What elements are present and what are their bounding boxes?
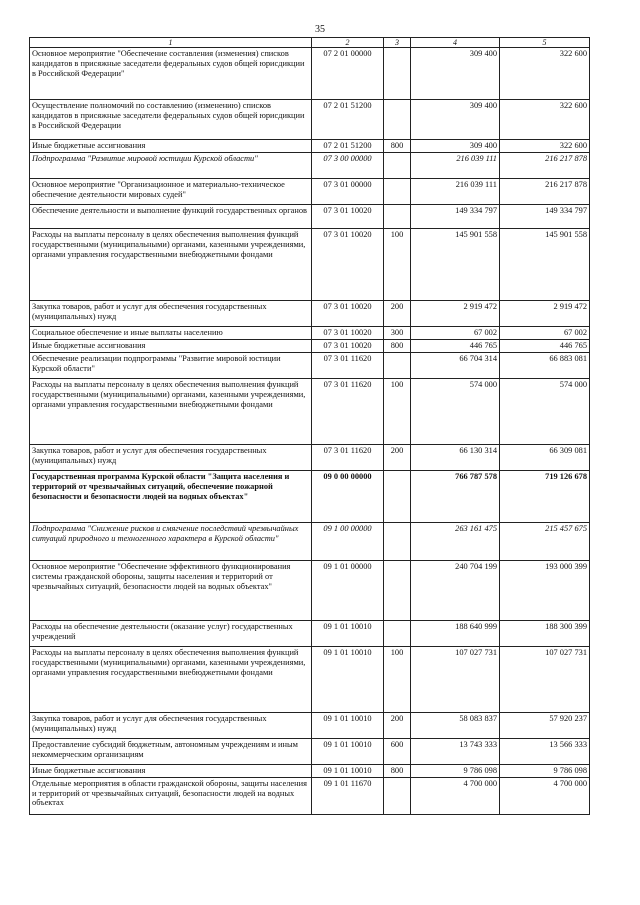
row-code-cell: 09 1 01 10010 <box>312 764 384 777</box>
row-value-2-cell: 2 919 472 <box>500 301 590 327</box>
row-value-2-cell: 322 600 <box>500 100 590 140</box>
row-value-1-cell: 66 704 314 <box>411 352 500 378</box>
row-code-cell: 07 3 01 10020 <box>312 327 384 340</box>
row-type-cell: 300 <box>384 327 411 340</box>
row-value-2-cell: 322 600 <box>500 48 590 100</box>
row-value-2-cell: 66 309 081 <box>500 444 590 470</box>
row-type-cell <box>384 153 411 179</box>
row-type-cell <box>384 470 411 522</box>
table-row <box>30 620 590 646</box>
row-type-cell: 100 <box>384 229 411 301</box>
row-value-1-cell: 188 640 999 <box>411 620 500 646</box>
column-header: 3 <box>384 38 411 48</box>
row-name-cell: Подпрограмма "Развитие мировой юстиции Курской области" <box>30 153 312 179</box>
table-row <box>30 738 590 764</box>
row-name-cell: Основное мероприятие "Обеспечение эффективного функционирования системы гражданской обороны, защиты населения и территорий от чрезвычайных ситуаций, безопасности людей на водных объектах" <box>30 560 312 620</box>
row-code-cell: 07 3 01 10020 <box>312 205 384 229</box>
row-code-cell: 09 0 00 00000 <box>312 470 384 522</box>
row-value-1-cell: 216 039 111 <box>411 153 500 179</box>
row-code-cell: 07 3 00 00000 <box>312 153 384 179</box>
row-type-cell: 800 <box>384 764 411 777</box>
row-type-cell: 200 <box>384 301 411 327</box>
row-name-cell: Подпрограмма "Снижение рисков и смягчение последствий чрезвычайных ситуаций природного и техногенного характера в Курской области" <box>30 522 312 560</box>
row-value-2-cell: 67 002 <box>500 327 590 340</box>
row-type-cell <box>384 522 411 560</box>
row-name-cell: Основное мероприятие "Обеспечение составления (изменения) списков кандидатов в присяжные заседатели федеральных судов общей юрисдикции в Российской Федерации" <box>30 48 312 100</box>
row-code-cell: 09 1 01 10010 <box>312 738 384 764</box>
row-value-2-cell: 66 883 081 <box>500 352 590 378</box>
table-row <box>30 712 590 738</box>
row-code-cell: 07 2 01 51200 <box>312 140 384 153</box>
column-header: 5 <box>500 38 590 48</box>
table-row <box>30 153 590 179</box>
row-name-cell: Отдельные мероприятия в области гражданской обороны, защиты населения и территорий от чрезвычайных ситуаций, безопасности людей на водных объектах <box>30 777 312 814</box>
row-type-cell: 800 <box>384 340 411 353</box>
row-value-1-cell: 4 700 000 <box>411 777 500 814</box>
table-row <box>30 48 590 100</box>
row-name-cell: Расходы на выплаты персоналу в целях обеспечения выполнения функций государственными (муниципальными) органами, казенными учреждениями, органами управления государственными внебюджетными фондами <box>30 229 312 301</box>
row-code-cell: 09 1 01 10010 <box>312 712 384 738</box>
row-type-cell <box>384 352 411 378</box>
row-code-cell: 09 1 01 11670 <box>312 777 384 814</box>
row-value-1-cell: 149 334 797 <box>411 205 500 229</box>
row-value-2-cell: 574 000 <box>500 378 590 444</box>
table-row <box>30 560 590 620</box>
row-code-cell: 07 3 01 11620 <box>312 352 384 378</box>
row-value-1-cell: 67 002 <box>411 327 500 340</box>
table-header-row <box>30 38 590 48</box>
row-value-1-cell: 309 400 <box>411 100 500 140</box>
row-value-1-cell: 446 765 <box>411 340 500 353</box>
row-value-2-cell: 446 765 <box>500 340 590 353</box>
row-code-cell: 07 3 01 11620 <box>312 444 384 470</box>
row-name-cell: Расходы на выплаты персоналу в целях обеспечения выполнения функций государственными (муниципальными) органами, казенными учреждениями, органами управления государственными внебюджетными фондами <box>30 646 312 712</box>
table-row <box>30 378 590 444</box>
row-value-1-cell: 766 787 578 <box>411 470 500 522</box>
table-row <box>30 444 590 470</box>
table-row <box>30 470 590 522</box>
row-code-cell: 07 2 01 00000 <box>312 48 384 100</box>
table-row <box>30 777 590 814</box>
table-row <box>30 522 590 560</box>
row-value-2-cell: 13 566 333 <box>500 738 590 764</box>
row-type-cell <box>384 620 411 646</box>
row-name-cell: Социальное обеспечение и иные выплаты населению <box>30 327 312 340</box>
row-value-2-cell: 216 217 878 <box>500 179 590 205</box>
row-value-1-cell: 13 743 333 <box>411 738 500 764</box>
row-value-1-cell: 216 039 111 <box>411 179 500 205</box>
row-type-cell <box>384 179 411 205</box>
row-code-cell: 09 1 00 00000 <box>312 522 384 560</box>
table-row <box>30 352 590 378</box>
row-type-cell: 600 <box>384 738 411 764</box>
table-row <box>30 646 590 712</box>
table-row <box>30 340 590 353</box>
row-value-1-cell: 309 400 <box>411 48 500 100</box>
row-value-1-cell: 9 786 098 <box>411 764 500 777</box>
row-type-cell: 200 <box>384 444 411 470</box>
table-row <box>30 327 590 340</box>
row-type-cell: 200 <box>384 712 411 738</box>
row-value-1-cell: 145 901 558 <box>411 229 500 301</box>
row-name-cell: Иные бюджетные ассигнования <box>30 764 312 777</box>
row-name-cell: Обеспечение реализации подпрограммы "Развитие мировой юстиции Курской области" <box>30 352 312 378</box>
table-row <box>30 229 590 301</box>
row-name-cell: Закупка товаров, работ и услуг для обеспечения государственных (муниципальных) нужд <box>30 301 312 327</box>
table-row <box>30 179 590 205</box>
row-value-1-cell: 58 083 837 <box>411 712 500 738</box>
row-value-2-cell: 4 700 000 <box>500 777 590 814</box>
row-value-1-cell: 107 027 731 <box>411 646 500 712</box>
table-row <box>30 764 590 777</box>
budget-table <box>29 37 590 815</box>
row-code-cell: 07 2 01 51200 <box>312 100 384 140</box>
row-value-2-cell: 149 334 797 <box>500 205 590 229</box>
column-header: 1 <box>30 38 312 48</box>
row-value-2-cell: 188 300 399 <box>500 620 590 646</box>
row-value-1-cell: 309 400 <box>411 140 500 153</box>
row-code-cell: 07 3 01 10020 <box>312 301 384 327</box>
row-value-2-cell: 107 027 731 <box>500 646 590 712</box>
row-code-cell: 07 3 01 10020 <box>312 340 384 353</box>
row-type-cell: 800 <box>384 140 411 153</box>
row-code-cell: 07 3 01 11620 <box>312 378 384 444</box>
row-type-cell: 100 <box>384 646 411 712</box>
row-value-2-cell: 193 000 399 <box>500 560 590 620</box>
row-code-cell: 09 1 01 00000 <box>312 560 384 620</box>
row-value-2-cell: 216 217 878 <box>500 153 590 179</box>
row-value-2-cell: 322 600 <box>500 140 590 153</box>
page-number: 35 <box>315 24 325 35</box>
table-row <box>30 301 590 327</box>
row-value-2-cell: 57 920 237 <box>500 712 590 738</box>
row-name-cell: Обеспечение деятельности и выполнение функций государственных органов <box>30 205 312 229</box>
table-row <box>30 205 590 229</box>
row-name-cell: Иные бюджетные ассигнования <box>30 340 312 353</box>
row-value-1-cell: 240 704 199 <box>411 560 500 620</box>
column-header: 2 <box>312 38 384 48</box>
row-value-1-cell: 2 919 472 <box>411 301 500 327</box>
row-code-cell: 07 3 01 10020 <box>312 229 384 301</box>
row-value-2-cell: 9 786 098 <box>500 764 590 777</box>
table-row <box>30 140 590 153</box>
row-code-cell: 07 3 01 00000 <box>312 179 384 205</box>
row-value-1-cell: 263 161 475 <box>411 522 500 560</box>
row-type-cell <box>384 560 411 620</box>
row-name-cell: Расходы на обеспечение деятельности (оказание услуг) государственных учреждений <box>30 620 312 646</box>
column-header: 4 <box>411 38 500 48</box>
row-value-1-cell: 574 000 <box>411 378 500 444</box>
row-value-1-cell: 66 130 314 <box>411 444 500 470</box>
row-value-2-cell: 145 901 558 <box>500 229 590 301</box>
table-row <box>30 100 590 140</box>
row-name-cell: Государственная программа Курской области "Защита населения и территорий от чрезвычайных ситуаций, обеспечение пожарной безопасности и безопасности людей на водных объектах" <box>30 470 312 522</box>
row-name-cell: Осуществление полномочий по составлению (изменению) списков кандидатов в присяжные заседатели федеральных судов общей юрисдикции в Российской Федерации <box>30 100 312 140</box>
row-code-cell: 09 1 01 10010 <box>312 620 384 646</box>
row-value-2-cell: 215 457 675 <box>500 522 590 560</box>
row-name-cell: Основное мероприятие "Организационное и материально-техническое обеспечение деятельности мировых судей" <box>30 179 312 205</box>
row-type-cell <box>384 205 411 229</box>
row-name-cell: Иные бюджетные ассигнования <box>30 140 312 153</box>
row-value-2-cell: 719 126 678 <box>500 470 590 522</box>
row-name-cell: Предоставление субсидий бюджетным, автономным учреждениям и иным некоммерческим организациям <box>30 738 312 764</box>
row-name-cell: Закупка товаров, работ и услуг для обеспечения государственных (муниципальных) нужд <box>30 444 312 470</box>
row-type-cell: 100 <box>384 378 411 444</box>
row-name-cell: Расходы на выплаты персоналу в целях обеспечения выполнения функций государственными (муниципальными) органами, казенными учреждениями, органами управления государственными внебюджетными фондами <box>30 378 312 444</box>
row-type-cell <box>384 48 411 100</box>
row-type-cell <box>384 100 411 140</box>
row-code-cell: 09 1 01 10010 <box>312 646 384 712</box>
row-type-cell <box>384 777 411 814</box>
row-name-cell: Закупка товаров, работ и услуг для обеспечения государственных (муниципальных) нужд <box>30 712 312 738</box>
